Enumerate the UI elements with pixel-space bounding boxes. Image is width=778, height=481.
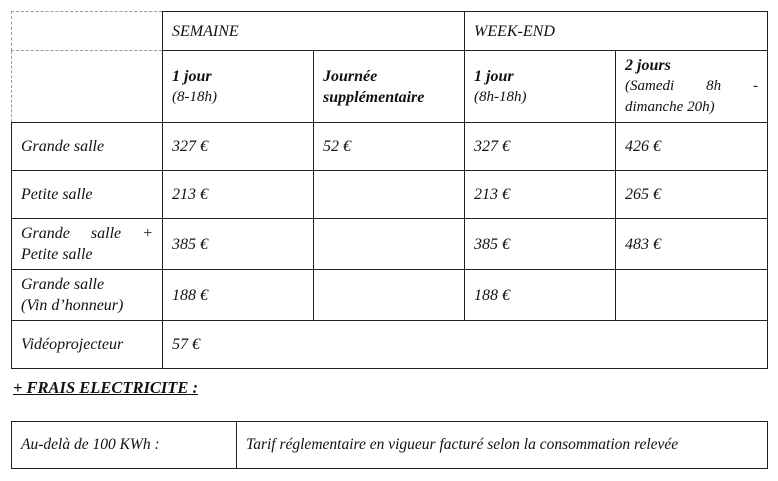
weekend-header: WEEK-END xyxy=(465,12,768,51)
subheader-row xyxy=(12,51,768,123)
row-label: Grande salle + Petite salle xyxy=(12,219,163,270)
price-cell: 265 € xyxy=(616,171,768,219)
price-cell: 188 € xyxy=(163,270,314,321)
price-cell: 385 € xyxy=(163,219,314,270)
row-label-line1: Grande salle xyxy=(21,276,105,293)
frais-electricite-heading: + FRAIS ELECTRICITE : xyxy=(13,378,198,397)
row-label-line2: (Vin d’honneur) xyxy=(21,297,124,314)
semaine-header: SEMAINE xyxy=(163,12,465,51)
semaine-1-jour-header xyxy=(163,51,314,123)
table-row xyxy=(12,171,768,219)
price-cell: 385 € xyxy=(465,219,616,270)
table-row xyxy=(12,219,768,270)
price-cell: 213 € xyxy=(163,171,314,219)
table-row xyxy=(12,321,768,369)
price-cell: 52 € xyxy=(314,123,465,171)
journee-supplementaire-header xyxy=(314,51,465,123)
price-table xyxy=(11,11,768,369)
weekend-2-jours-header xyxy=(616,51,768,123)
price-cell: 426 € xyxy=(616,123,768,171)
price-cell: 327 € xyxy=(465,123,616,171)
price-cell xyxy=(314,171,465,219)
electricity-table xyxy=(11,421,768,469)
weekend-2-jours-hours: (Samedi 8h - dimanche 20h) xyxy=(625,78,758,115)
semaine-1-jour-hours: (8-18h) xyxy=(172,88,217,105)
row-label: Vidéoprojecteur xyxy=(12,321,163,369)
journee-supp-line2: supplémentaire xyxy=(323,88,425,106)
empty-corner-cell xyxy=(12,12,163,51)
table-row xyxy=(12,270,768,321)
empty-subheader-cell xyxy=(12,51,163,123)
journee-supp-line1: Journée xyxy=(323,67,378,85)
row-label: Grande salle xyxy=(12,123,163,171)
electricity-label: Au-delà de 100 KWh : xyxy=(12,422,237,469)
price-cell xyxy=(314,270,465,321)
electricity-tariff: Tarif réglementaire en vigueur facturé selon la consommation relevée xyxy=(237,422,768,469)
table-row xyxy=(12,422,768,469)
semaine-1-jour-title: 1 jour xyxy=(172,67,212,85)
row-label xyxy=(12,270,163,321)
table-row xyxy=(12,123,768,171)
weekend-1-jour-title: 1 jour xyxy=(474,67,514,85)
price-cell: 57 € xyxy=(163,321,768,369)
price-cell xyxy=(616,270,768,321)
price-cell: 213 € xyxy=(465,171,616,219)
price-cell xyxy=(314,219,465,270)
weekend-1-jour-header xyxy=(465,51,616,123)
header-row xyxy=(12,12,768,51)
row-label: Petite salle xyxy=(12,171,163,219)
price-cell: 483 € xyxy=(616,219,768,270)
weekend-1-jour-hours: (8h-18h) xyxy=(474,88,527,105)
price-cell: 327 € xyxy=(163,123,314,171)
price-cell: 188 € xyxy=(465,270,616,321)
weekend-2-jours-title: 2 jours xyxy=(625,57,671,74)
